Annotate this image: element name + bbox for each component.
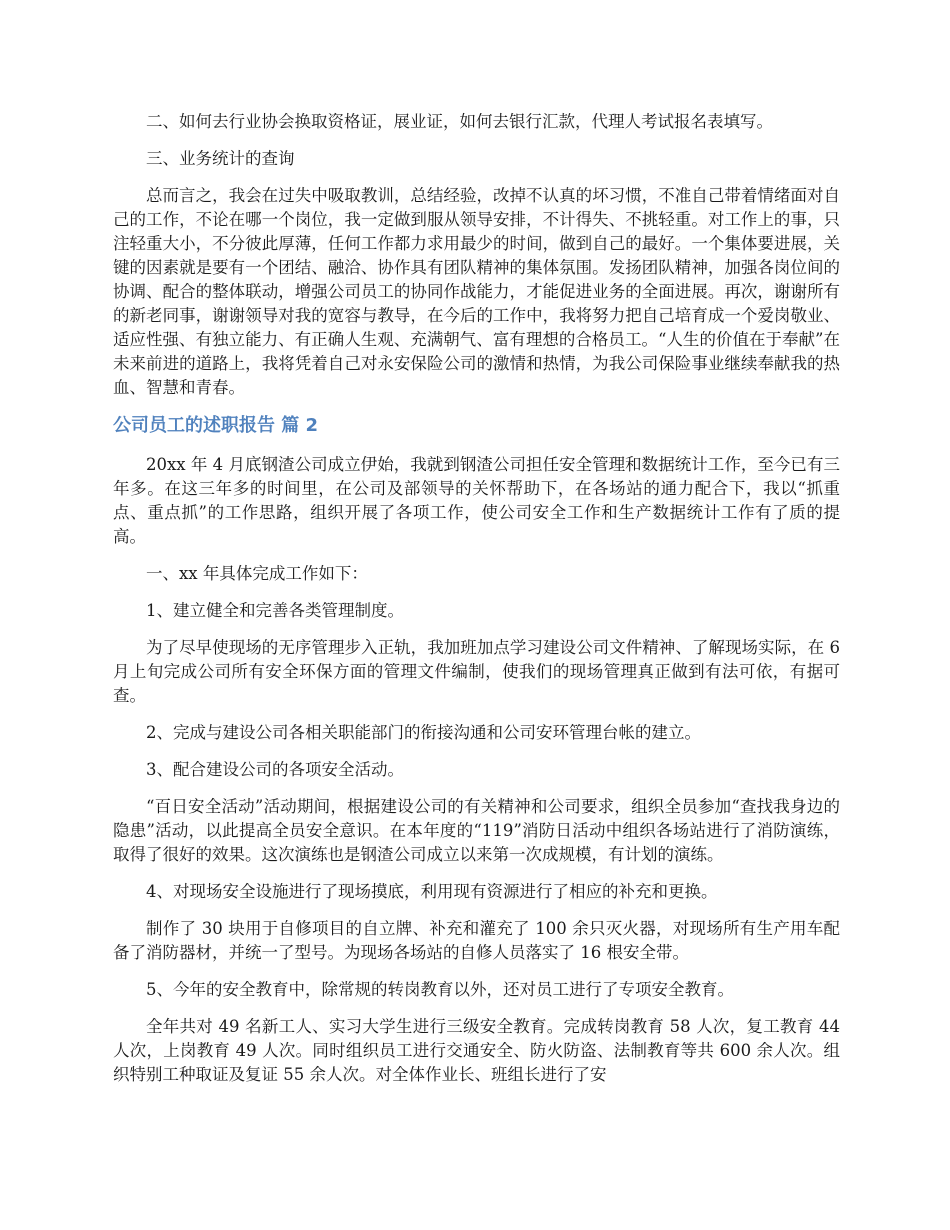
paragraph-item-4: 4、对现场安全设施进行了现场摸底，利用现有资源进行了相应的补充和更换。 — [146, 882, 718, 901]
document-page — [113, 110, 840, 1100]
paragraph-item-5-detail: 全年共对 49 名新工人、实习大学生进行三级安全教育。完成转岗教育 58 人次，复工教育 44 人次，上岗教育 49 人次。同时组织员工进行交通安全、防火防盗、法制教育等共 600 余人次。组织特别工种取证及复证 55 余人次。对全体作业长、班组长进行了安 — [113, 1017, 840, 1084]
paragraph-conclusion: 总而言之，我会在过失中吸取教训，总结经验，改掉不认真的坏习惯，不准自己带着情绪面对自己的工作，不论在哪一个岗位，我一定做到服从领导安排，不计得失、不挑轻重。对工作上的事，只注轻重大小，不分彼此厚薄，任何工作都力求用最少的时间，做到自己的最好。一个集体要进展，关键的因素就是要有一个团结、融洽、协作具有团队精神的集体氛围。发扬团队精神，加强各岗位间的协调、配合的整体联动，增强公司员工的协同作战能力，才能促进业务的全面进展。再次，谢谢所有的新老同事，谢谢领导对我的宽容与教导，在今后的工作中，我将努力把自己培育成一个爱岗敬业、适应性强、有独立能力、有正确人生观、充满朝气、富有理想的合格员工。“人生的价值在于奉献”在未来前进的道路上，我将凭着自己对永安保险公司的激情和热情，为我公司保险事业继续奉献我的热血、智慧和青春。 — [113, 186, 840, 397]
paragraph-statistics-query: 三、业务统计的查询 — [146, 149, 295, 168]
paragraph-item-1-detail: 为了尽早使现场的无序管理步入正轨，我加班加点学习建设公司文件精神、了解现场实际，在 6 月上旬完成公司所有安全环保方面的管理文件编制，使我们的现场管理真正做到有法可依，有据可查。 — [113, 638, 840, 705]
paragraph-intro: 20xx 年 4 月底钢渣公司成立伊始，我就到钢渣公司担任安全管理和数据统计工作，至今已有三年多。在这三年多的时间里，在公司及部领导的关怀帮助下，在各场站的通力配合下，我以“抓重点、重点抓”的工作思路，组织开展了各项工作，使公司安全工作和生产数据统计工作有了质的提高。 — [113, 455, 840, 546]
paragraph-qualification: 二、如何去行业协会换取资格证，展业证，如何去银行汇款，代理人考试报名表填写。 — [146, 112, 773, 131]
section-heading: 公司员工的述职报告 篇 2 — [113, 415, 319, 436]
paragraph-item-4-detail: 制作了 30 块用于自修项目的自立牌、补充和灌充了 100 余只灭火器，对现场所有生产用车配备了消防器材，并统一了型号。为现场各场站的自修人员落实了 16 根安全带。 — [113, 919, 840, 962]
paragraph-item-3-detail: “百日安全活动”活动期间，根据建设公司的有关精神和公司要求，组织全员参加“查找我身边的隐患”活动，以此提高全员安全意识。在本年度的“119”消防日活动中组织各场站进行了消防演练，取得了很好的效果。这次演练也是钢渣公司成立以来第一次成规模，有计划的演练。 — [113, 797, 840, 864]
paragraph-item-1: 1、建立健全和完善各类管理制度。 — [146, 601, 404, 620]
paragraph-work-summary-title: 一、xx 年具体完成工作如下： — [146, 564, 368, 583]
paragraph-item-2: 2、完成与建设公司各相关职能部门的衔接沟通和公司安环管理台帐的建立。 — [146, 723, 701, 742]
paragraph-item-3: 3、配合建设公司的各项安全活动。 — [146, 760, 404, 779]
paragraph-item-5: 5、今年的安全教育中，除常规的转岗教育以外，还对员工进行了专项安全教育。 — [146, 980, 734, 999]
